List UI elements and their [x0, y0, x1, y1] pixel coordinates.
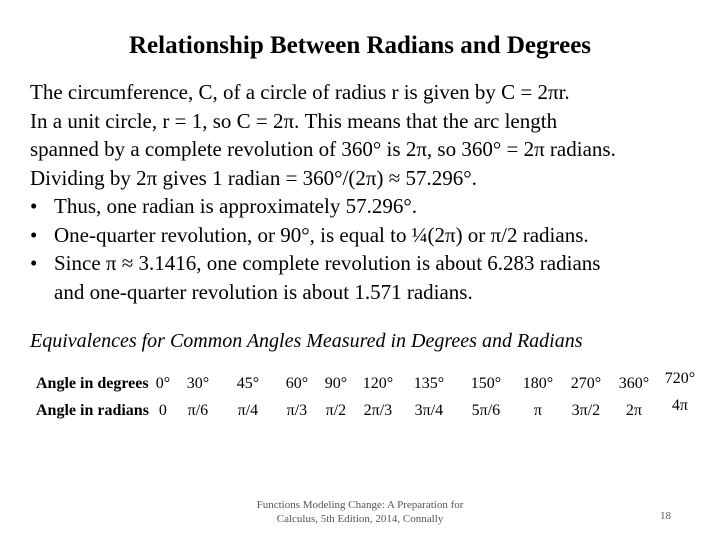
radians-row	[36, 397, 703, 424]
radians-row-label: Angle in radians	[36, 402, 149, 419]
degree-cell: 360°	[618, 374, 650, 392]
bullet-icon: •	[30, 251, 38, 275]
slide-title: Relationship Between Radians and Degrees	[128, 32, 592, 59]
degree-cell: 120°	[362, 374, 394, 392]
radian-cell: 2π	[625, 401, 642, 419]
body-line: The circumference, C, of a circle of radius r is given by C = 2πr.	[30, 80, 570, 104]
radian-cell: 3π/2	[571, 401, 601, 419]
bullet-icon: •	[30, 194, 38, 218]
body-line: spanned by a complete revolution of 360° is 2π, so 360° = 2π radians.	[30, 137, 616, 161]
degrees-row	[36, 370, 703, 397]
radian-cell: π/4	[237, 401, 259, 419]
page-number: 18	[660, 510, 671, 522]
bullet-text: Since π ≈ 3.1416, one complete revolution is about 6.283 radians	[54, 251, 601, 275]
degrees-row-label: Angle in degrees	[36, 375, 149, 392]
bullet-item	[30, 192, 700, 221]
degree-cell: 150°	[470, 374, 502, 392]
footer-citation: Functions Modeling Change: A Preparation for Calculus, 5th Edition, 2014, Connally	[256, 499, 464, 525]
body-line: Dividing by 2π gives 1 radian = 360°/(2π) ≈ 57.296°.	[30, 165, 477, 190]
bullet-continuation: and one-quarter revolution is about 1.571 radians.	[54, 279, 473, 304]
radian-cell: 3π/4	[414, 401, 444, 419]
bullet-text: One-quarter revolution, or 90°, is equal to ¼(2π) or π/2 radians.	[54, 222, 589, 247]
bullet-text: Thus, one radian is approximately 57.296°.	[54, 194, 417, 218]
degree-cell: 45°	[236, 374, 260, 392]
table-title: Equivalences for Common Angles Measured in Degrees and Radians	[30, 330, 583, 352]
radian-cell: 4π	[671, 397, 688, 414]
degree-cell: 720°	[664, 370, 696, 387]
radian-cell: 0	[158, 401, 167, 419]
body-line: In a unit circle, r = 1, so C = 2π. This means that the arc length	[30, 108, 558, 133]
degree-cell: 30°	[186, 374, 210, 392]
radian-cell: π/3	[286, 401, 308, 419]
bullet-item	[30, 249, 700, 278]
angle-equivalence-table	[36, 370, 703, 424]
bullet-item	[30, 221, 700, 250]
bullet-icon: •	[30, 222, 38, 247]
body-text	[30, 78, 700, 306]
degree-cell: 0°	[155, 374, 171, 392]
degree-cell: 270°	[570, 374, 602, 392]
degree-cell: 180°	[522, 374, 554, 392]
radian-cell: π	[533, 401, 542, 419]
degree-cell: 90°	[324, 374, 348, 392]
radian-cell: π/6	[187, 401, 209, 419]
radian-cell: π/2	[325, 401, 347, 419]
radian-cell: 2π/3	[363, 401, 393, 419]
degree-cell: 135°	[413, 374, 445, 392]
degree-cell: 60°	[285, 374, 309, 392]
radian-cell: 5π/6	[471, 401, 501, 419]
